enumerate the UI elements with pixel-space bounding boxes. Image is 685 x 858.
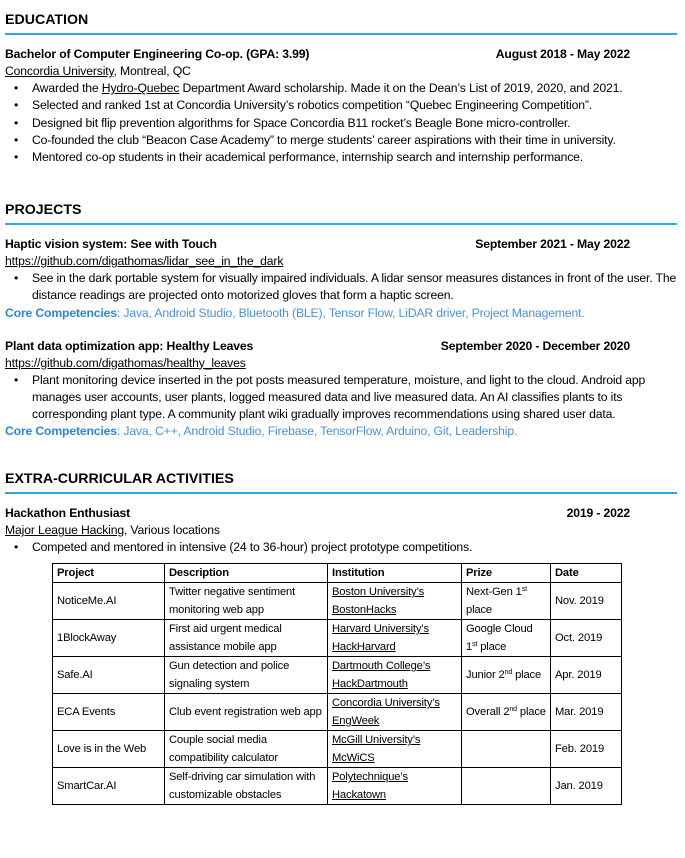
school-link[interactable]: Concordia University [5,64,114,78]
institution-link[interactable]: Polytechnique’s [332,771,408,784]
core-competencies [5,305,677,322]
section-title-education: EDUCATION [5,12,677,35]
cell-institution [328,731,462,768]
cell-prize [462,731,551,768]
prize-text: place [516,706,546,719]
hackathon-link[interactable]: HackDartmouth [332,678,408,691]
cell-prize [462,694,551,731]
project-name: Safe.AI [57,669,93,682]
cell-date [551,768,622,805]
project-description: Gun detection and police signaling system [169,660,290,691]
cell-project [53,657,165,694]
prize-text: place [466,604,492,617]
school-line [5,63,677,80]
institution-link[interactable]: Concordia University’s [332,697,440,710]
hydro-quebec-link[interactable]: Hydro-Quebec [101,81,180,95]
prize-text: Overall 2 [466,706,510,719]
prize-ordinal: nd [504,669,513,677]
section-title-projects: PROJECTS [5,202,677,225]
list-item: • Mentored co-op students in their academical performance, internship search and internship performance. [32,149,677,166]
cell-prize [462,620,551,657]
hackathon-link[interactable]: McWiCS [332,752,375,765]
prize-text: Google Cloud 1 [466,623,533,654]
activity-role: Hackathon Enthusiast [5,506,130,520]
project-name: SmartCar.AI [57,780,117,793]
project-dates: September 2020 - December 2020 [440,338,630,353]
hackathon-link[interactable]: EngWeek [332,715,380,728]
cell-date [551,731,622,768]
cell-institution [328,620,462,657]
prize-text: place [512,669,542,682]
school-location: , Montreal, QC [113,64,191,78]
project-bullets [5,372,677,424]
education-section [5,12,677,166]
column-header-institution: Institution [328,564,462,583]
table-row [53,583,622,620]
bullet-text: Department Award scholarship. Made it on the Dean’s List of 2019, 2020, and 2021. [179,81,623,95]
institution-link[interactable]: Boston University’s [332,586,425,599]
cell-institution [328,583,462,620]
project-name: NoticeMe.AI [57,595,117,608]
project-repo-link[interactable]: https://github.com/digathomas/healthy_leaves [5,355,246,370]
column-header-project: Project [53,564,165,583]
education-header [5,46,677,63]
competencies-label: Core Competencies [5,424,117,439]
cell-project [53,620,165,657]
event-date: Jan. 2019 [555,780,603,793]
prize-text: Next-Gen 1 [466,586,522,599]
project-name: 1BlockAway [57,632,117,645]
cell-description [165,657,328,694]
prize-ordinal: nd [509,706,517,714]
project-entry [5,236,677,322]
list-item [32,80,677,97]
cell-description [165,768,328,805]
competencies-list: : Java, Android Studio, Bluetooth (BLE), Tensor Flow, LiDAR driver, Project Management. [116,305,585,320]
projects-section [5,202,677,440]
activity-header [5,505,677,522]
project-description: Couple social media compatibility calculator [169,734,278,765]
activity-location: , Various locations [123,523,220,537]
event-date: Nov. 2019 [555,595,604,608]
cell-description [165,731,328,768]
competencies-label: Core Competencies [5,305,117,320]
section-title-extracurricular: EXTRA-CURRICULAR ACTIVITIES [5,471,677,494]
cell-date [551,620,622,657]
project-name: Plant data optimization app: Healthy Leaves [5,338,254,353]
cell-institution [328,657,462,694]
project-name: Haptic vision system: See with Touch [5,237,217,251]
hackathon-table [52,563,622,805]
project-entry [5,338,677,441]
list-item: • Co-founded the club “Beacon Case Academy” to merge students’ career aspirations with their time in university. [32,132,677,149]
core-competencies [5,423,677,440]
column-header-prize: Prize [462,564,551,583]
prize-ordinal: st [472,641,478,649]
project-bullets [5,270,677,305]
cell-prize [462,657,551,694]
cell-project [53,694,165,731]
education-bullets [5,80,677,166]
project-name: Love is in the Web [57,743,147,756]
project-dates: September 2021 - May 2022 [475,237,630,251]
institution-link[interactable]: McGill University’s [332,734,421,747]
table-row [53,657,622,694]
table-row [53,768,622,805]
project-description: Club event registration web app [169,706,322,719]
activity-bullets [5,539,677,556]
cell-project [53,583,165,620]
cell-prize [462,768,551,805]
table-row [53,620,622,657]
cell-project [53,768,165,805]
cell-date [551,583,622,620]
project-repo-link[interactable]: https://github.com/digathomas/lidar_see_in_the_dark [5,254,284,268]
mlh-link[interactable]: Major League Hacking [5,523,124,537]
cell-date [551,694,622,731]
project-description: Self-driving car simulation with customizable obstacles [169,771,316,802]
prize-text: Junior 2 [466,669,505,682]
column-header-date: Date [551,564,622,583]
table-header-row [53,564,622,583]
project-header [5,338,677,355]
institution-link[interactable]: Dartmouth College’s [332,660,431,673]
list-item: • Designed bit flip prevention algorithms for Space Concordia B11 rocket’s Beagle Bone micro-controller. [32,115,677,132]
hackathon-link[interactable]: BostonHacks [332,604,397,617]
cell-description [165,694,328,731]
list-item: • Plant monitoring device inserted in the pot posts measured temperature, moisture, and light to the cloud. Android app manages user accounts, user plants, logged measured data and live measured data. An AI classifies plants to its corresponding plant type. A community plant wiki gradually improves recommendations using shared user data. [32,372,677,424]
project-name: ECA Events [57,706,116,719]
cell-description [165,620,328,657]
list-item: • Competed and mentored in intensive (24 to 36-hour) project prototype competitions. [32,539,677,556]
project-description: First aid urgent medical assistance mobile app [169,623,282,654]
list-item: • Selected and ranked 1st at Concordia University’s robotics competition “Quebec Engineering Competition”. [32,97,677,114]
degree-title: Bachelor of Computer Engineering Co-op. (GPA: 3.99) [5,47,310,61]
activity-dates: 2019 - 2022 [566,506,630,520]
cell-description [165,583,328,620]
cell-date [551,657,622,694]
hackathon-link[interactable]: Hackatown [332,789,386,802]
table-row [53,731,622,768]
competencies-list: : Java, C++, Android Studio, Firebase, TensorFlow, Arduino, Git, Leadership. [116,424,518,439]
column-header-description: Description [165,564,328,583]
project-description: Twitter negative sentiment monitoring web app [169,586,296,617]
event-date: Apr. 2019 [555,669,602,682]
prize-ordinal: st [521,586,527,594]
event-date: Oct. 2019 [555,632,603,645]
project-header [5,236,677,253]
cell-prize [462,583,551,620]
education-dates: August 2018 - May 2022 [495,47,630,61]
event-date: Mar. 2019 [555,706,604,719]
cell-project [53,731,165,768]
institution-link[interactable]: Harvard University’s [332,623,429,636]
cell-institution [328,768,462,805]
bullet-text: Awarded the [32,81,102,95]
table-row [53,694,622,731]
list-item: • See in the dark portable system for visually impaired individuals. A lidar sensor measures distances in front of the user. The distance readings are projected onto motorized gloves that form a haptic screen. [32,270,677,305]
cell-institution [328,694,462,731]
hackathon-link[interactable]: HackHarvard [332,641,396,654]
prize-text: place [477,641,507,654]
event-date: Feb. 2019 [555,743,605,756]
extracurricular-section [5,471,677,805]
